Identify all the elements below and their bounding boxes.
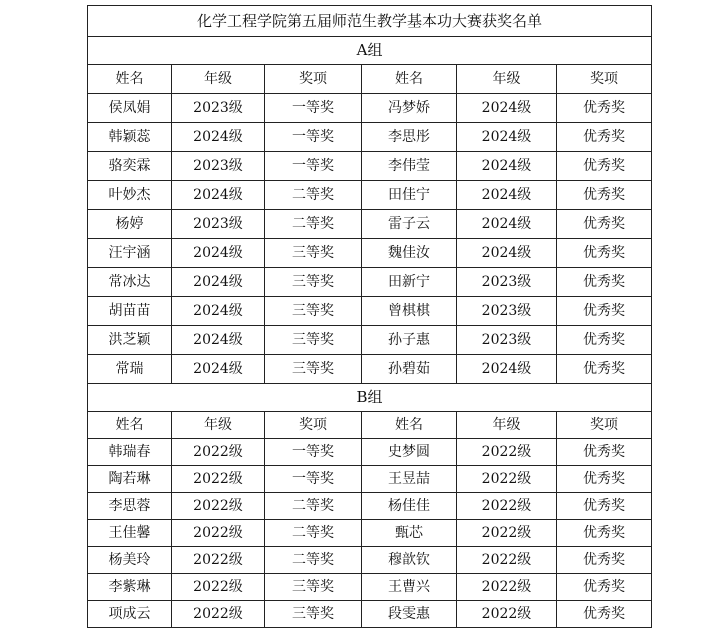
winner-grade: 2022级 <box>457 520 557 547</box>
header-award: 奖项 <box>265 412 362 439</box>
header-award: 奖项 <box>265 65 362 94</box>
winner-grade: 2022级 <box>457 547 557 574</box>
winner-name: 叶妙杰 <box>88 181 172 210</box>
winner-award: 优秀奖 <box>557 152 652 181</box>
winner-grade: 2024级 <box>457 152 557 181</box>
winner-grade: 2022级 <box>172 439 265 466</box>
winner-grade: 2022级 <box>172 547 265 574</box>
award-list-table <box>87 5 652 628</box>
table-row <box>88 439 652 466</box>
winner-name: 侯凤娟 <box>88 94 172 123</box>
winner-grade: 2024级 <box>172 297 265 326</box>
winner-award: 一等奖 <box>265 466 362 493</box>
winner-grade: 2022级 <box>457 601 557 628</box>
winner-award: 优秀奖 <box>557 297 652 326</box>
winner-award: 优秀奖 <box>557 547 652 574</box>
table-row <box>88 123 652 152</box>
winner-grade: 2022级 <box>457 439 557 466</box>
winner-grade: 2023级 <box>457 326 557 355</box>
winner-name: 孙子惠 <box>362 326 457 355</box>
winner-name: 段雯惠 <box>362 601 457 628</box>
winner-grade: 2022级 <box>457 466 557 493</box>
header-grade: 年级 <box>457 65 557 94</box>
table-row <box>88 355 652 384</box>
winner-name: 常瑞 <box>88 355 172 384</box>
winner-award: 一等奖 <box>265 94 362 123</box>
winner-name: 项成云 <box>88 601 172 628</box>
winner-name: 李紫琳 <box>88 574 172 601</box>
header-award: 奖项 <box>557 65 652 94</box>
table-row <box>88 268 652 297</box>
winner-award: 二等奖 <box>265 520 362 547</box>
table-row <box>88 601 652 628</box>
winner-name: 李伟莹 <box>362 152 457 181</box>
header-award: 奖项 <box>557 412 652 439</box>
header-grade: 年级 <box>457 412 557 439</box>
winner-grade: 2024级 <box>457 355 557 384</box>
table-row <box>88 297 652 326</box>
winner-name: 胡苗苗 <box>88 297 172 326</box>
table-title: 化学工程学院第五届师范生教学基本功大赛获奖名单 <box>88 6 652 37</box>
header-name: 姓名 <box>362 412 457 439</box>
winner-grade: 2024级 <box>457 181 557 210</box>
winner-name: 冯梦娇 <box>362 94 457 123</box>
table-row <box>88 94 652 123</box>
winner-name: 魏佳汝 <box>362 239 457 268</box>
winner-name: 常冰达 <box>88 268 172 297</box>
winner-grade: 2024级 <box>172 239 265 268</box>
winner-award: 二等奖 <box>265 547 362 574</box>
winner-name: 李思蓉 <box>88 493 172 520</box>
table-row <box>88 326 652 355</box>
header-grade: 年级 <box>172 65 265 94</box>
winner-award: 三等奖 <box>265 239 362 268</box>
table-row <box>88 152 652 181</box>
winner-award: 二等奖 <box>265 181 362 210</box>
winner-name: 王昱喆 <box>362 466 457 493</box>
winner-grade: 2022级 <box>172 574 265 601</box>
header-name: 姓名 <box>88 65 172 94</box>
winner-award: 一等奖 <box>265 123 362 152</box>
winner-grade: 2023级 <box>457 268 557 297</box>
winner-name: 洪芝颖 <box>88 326 172 355</box>
group-b-header-row <box>88 412 652 439</box>
winner-grade: 2024级 <box>172 181 265 210</box>
winner-award: 一等奖 <box>265 439 362 466</box>
winner-grade: 2022级 <box>172 601 265 628</box>
winner-award: 优秀奖 <box>557 601 652 628</box>
winner-grade: 2024级 <box>457 123 557 152</box>
winner-award: 三等奖 <box>265 326 362 355</box>
winner-name: 王佳馨 <box>88 520 172 547</box>
table-row <box>88 181 652 210</box>
winner-grade: 2022级 <box>172 466 265 493</box>
winner-grade: 2023级 <box>457 297 557 326</box>
header-name: 姓名 <box>88 412 172 439</box>
winner-name: 陶若琳 <box>88 466 172 493</box>
winner-name: 甄芯 <box>362 520 457 547</box>
winner-name: 王曹兴 <box>362 574 457 601</box>
winner-award: 优秀奖 <box>557 210 652 239</box>
table-row <box>88 520 652 547</box>
header-name: 姓名 <box>362 65 457 94</box>
winner-award: 二等奖 <box>265 210 362 239</box>
table-row <box>88 547 652 574</box>
winner-award: 优秀奖 <box>557 268 652 297</box>
winner-award: 优秀奖 <box>557 466 652 493</box>
winner-award: 优秀奖 <box>557 355 652 384</box>
winner-name: 李思彤 <box>362 123 457 152</box>
winner-name: 杨美玲 <box>88 547 172 574</box>
header-grade: 年级 <box>172 412 265 439</box>
winner-grade: 2023级 <box>172 210 265 239</box>
group-a-header-row <box>88 65 652 94</box>
winner-name: 韩颖蕊 <box>88 123 172 152</box>
winner-award: 优秀奖 <box>557 439 652 466</box>
winner-name: 田佳宁 <box>362 181 457 210</box>
winner-grade: 2024级 <box>172 123 265 152</box>
winner-award: 优秀奖 <box>557 181 652 210</box>
winner-name: 杨佳佳 <box>362 493 457 520</box>
winner-name: 田新宁 <box>362 268 457 297</box>
winner-grade: 2022级 <box>457 493 557 520</box>
winner-award: 优秀奖 <box>557 239 652 268</box>
table-row <box>88 493 652 520</box>
table-row <box>88 239 652 268</box>
table-row <box>88 466 652 493</box>
winner-name: 曾棋棋 <box>362 297 457 326</box>
table-row <box>88 210 652 239</box>
winner-award: 三等奖 <box>265 297 362 326</box>
winner-grade: 2024级 <box>172 355 265 384</box>
winner-grade: 2024级 <box>457 210 557 239</box>
group-b-label: B组 <box>88 384 652 412</box>
winner-award: 优秀奖 <box>557 520 652 547</box>
winner-name: 史梦圆 <box>362 439 457 466</box>
group-a-label: A组 <box>88 37 652 65</box>
winner-name: 韩瑞春 <box>88 439 172 466</box>
winner-grade: 2022级 <box>457 574 557 601</box>
winner-grade: 2024级 <box>457 94 557 123</box>
winner-award: 三等奖 <box>265 601 362 628</box>
winner-award: 二等奖 <box>265 493 362 520</box>
winner-name: 汪宇涵 <box>88 239 172 268</box>
winner-grade: 2022级 <box>172 520 265 547</box>
winner-name: 穆歆钦 <box>362 547 457 574</box>
winner-award: 优秀奖 <box>557 123 652 152</box>
winner-award: 三等奖 <box>265 574 362 601</box>
winner-award: 三等奖 <box>265 268 362 297</box>
winner-award: 一等奖 <box>265 152 362 181</box>
winner-award: 优秀奖 <box>557 493 652 520</box>
winner-name: 骆奕霖 <box>88 152 172 181</box>
winner-grade: 2023级 <box>172 94 265 123</box>
winner-award: 优秀奖 <box>557 574 652 601</box>
winner-grade: 2022级 <box>172 493 265 520</box>
winner-grade: 2024级 <box>172 268 265 297</box>
winner-name: 雷子云 <box>362 210 457 239</box>
winner-grade: 2023级 <box>172 152 265 181</box>
winner-grade: 2024级 <box>457 239 557 268</box>
winner-award: 三等奖 <box>265 355 362 384</box>
winner-award: 优秀奖 <box>557 94 652 123</box>
winner-name: 孙碧茹 <box>362 355 457 384</box>
winner-award: 优秀奖 <box>557 326 652 355</box>
table-row <box>88 574 652 601</box>
winner-name: 杨婷 <box>88 210 172 239</box>
winner-grade: 2024级 <box>172 326 265 355</box>
